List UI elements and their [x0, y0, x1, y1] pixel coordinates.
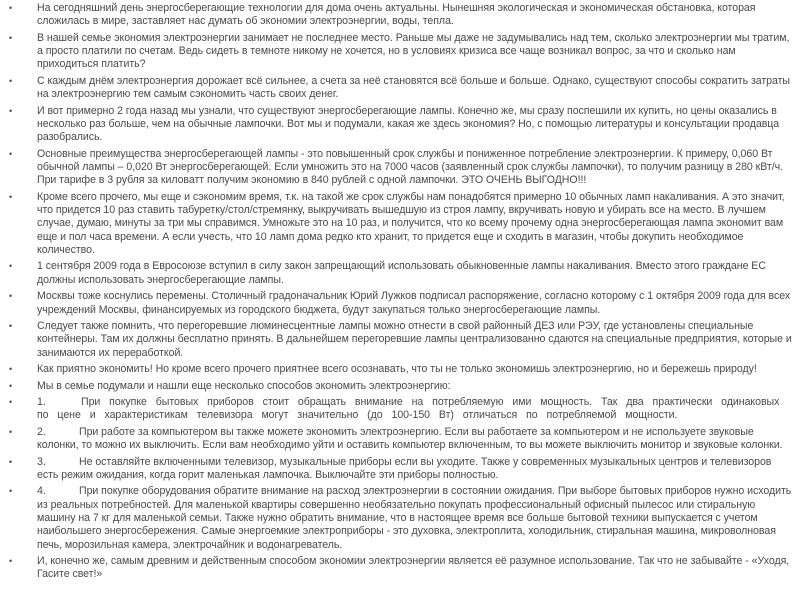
bullet-icon: • [9, 380, 13, 391]
paragraph-text: С каждым днём электроэнергия дорожает всё сильнее, а счета за неё становятся всё больше и больше. Однако, существуют способы сократить затраты на электроэнергию тем самым сэкономить часть своих денег. [37, 74, 790, 101]
paragraph-text: И вот примерно 2 года назад мы узнали, что существуют энергосберегающие лампы. Конечно же, мы сразу поспешили их купить, но цены оказались в несколько раз больше, чем на обычные лампочки. Вот мы и подумали, какая же здесь экономия? Но, с помощью литературы и консультации продавца разобрались. [37, 104, 780, 144]
paragraph-conclusion [0, 555, 800, 582]
tip-number: 1. [37, 396, 46, 409]
bullet-icon: • [9, 261, 13, 272]
bullet-icon: • [9, 291, 13, 302]
bullet-icon: • [9, 3, 13, 13]
paragraph-intro [0, 2, 800, 29]
paragraph-text: Кроме всего прочего, мы еще и сэкономим время, т.к. на такой же срок службы нам понадобятся примерно 10 обычных ламп накаливания. А это значит, что придется 10 раз ставить табуретку/стол/стремянку, выкручивать вышедшую из строя лампу, вкручивать новую и убирать все на место. В лучшем случае, думаю, минуты за три мы справимся. Умножьте это на 10 раз, и получится, что ко всему прочему одна энергосберегающая лампа экономит вам еще и пол часа времени. А если учесть, что 10 ламп дома редко кто хранит, то придется еще и сходить в магазин, чтобы докупить необходимое количество. [37, 190, 785, 256]
bullet-icon: • [9, 426, 13, 437]
paragraph-text: Следует также помнить, что перегоревшие люминесцентные лампы можно отнести в свой районный ДЕЗ или РЭУ, где установлены специальные контейнеры. Там их должны бесплатно принять. В дальнейшем перегоревшие лампы централизованно сдаются на специальные предприятия, которые и занимаются их переработкой. [37, 320, 792, 359]
paragraph-text: При покупке бытовых приборов стоит обращать внимание на потребляемую ими мощность. Так два практически одинаковых по цене и характеристикам телевизора могут значительно (до 100-150 Вт) отличаться по потребляемой мощности. [37, 396, 780, 422]
paragraph-text: Как приятно экономить! Но кроме всего прочего приятнее всего осознавать, что ты не только экономишь электроэнергию, но и бережешь природу! [37, 363, 757, 376]
paragraph-moscow [0, 290, 800, 317]
paragraph-family-economy [0, 32, 800, 72]
bullet-icon: • [9, 32, 13, 43]
paragraph-advantages [0, 148, 800, 188]
paragraph-recycling [0, 320, 800, 360]
paragraph-time-saving [0, 191, 800, 257]
bullet-icon: • [9, 456, 13, 467]
paragraph-text: Мы в семье подумали и нашли еще несколько способов экономить электроэнергию: [37, 379, 451, 392]
paragraph-pleasant [0, 363, 800, 376]
bullet-icon: • [9, 556, 13, 567]
paragraph-tip-1 [0, 396, 800, 423]
paragraph-tip-4 [0, 485, 800, 551]
paragraph-text: 1 сентября 2009 года в Евросоюзе вступил в силу закон запрещающий использовать обыкновенные лампы накаливания. Вместо этого граждане ЕС должны использовать энергосберегающие лампы. [37, 260, 766, 286]
paragraph-text: Основные преимущества энергосберегающей лампы - это повышенный срок службы и пониженное потребление электроэнергии. К примеру, 0,060 Вт обычной лампы – 0,020 Вт энергосберегающей. Если умножить это на 7000 часов (заявленный срок службы лампочки), то получим разницу в 280 кВт/ч. При тарифе в 3 рубля за киловатт получим экономию в 840 рублей с одной лампочки. ЭТО ОЧЕНЬ ВЫГОДНО!!! [37, 147, 783, 187]
paragraph-rising-costs [0, 75, 800, 102]
document-body [0, 2, 800, 585]
tip-number: 3. [37, 455, 46, 468]
paragraph-more-ways [0, 380, 800, 393]
paragraph-text: При работе за компьютером вы также можете экономить электроэнергию. Если вы работаете за компьютером и не используете звуковые колонки, то можно их выключить. Если вам необходимо уйти и оставить компьютер включенным, то вы можете выключить монитор и звуковые колонки. [37, 425, 783, 452]
paragraph-text: На сегодняшний день энергосберегающие технологии для дома очень актуальны. Нынешняя экологическая и экономическая обстановка, которая сложилась в мире, заставляет нас думать об экономии электроэнергии, воды, тепла. [37, 2, 756, 28]
paragraph-text: И, конечно же, самым древним и действенным способом экономии электроэнергии является её разумное использование. Так что не забывайте - «Уходя, Гасите свет!» [37, 555, 790, 581]
bullet-icon: • [9, 148, 13, 159]
paragraph-discovery [0, 105, 800, 145]
paragraph-text: Москвы тоже коснулись перемены. Столичный градоначальник Юрий Лужков подписал распоряжение, согласно которому с 1 октября 2009 года для всех учреждений Москвы, финансируемых из городского бюджета, будут закупаться только энергосберегающие лампы. [37, 290, 791, 316]
bullet-icon: • [9, 105, 13, 116]
paragraph-text: При покупке оборудования обратите внимание на расход электроэнергии в состоянии ожидания. При выборе бытовых приборов нужно исходить из реальных потребностей. Для маленькой квартиры совершенно необязательно покупать профессиональный офисный пылесос или стиральную машину на 7 кг для маленькой семьи. Также нужно обратить внимание, что в настоящее время все больше бытовой техники выпускается с учетом наибольшего энергосбережения. Самые энергоемкие электроприборы - это духовка, электроплита, холодильник, стиральная машина, микроволновая печь, морозильная камера, электрочайник и водонагреватель. [37, 485, 792, 551]
paragraph-eu-law [0, 260, 800, 287]
paragraph-text: Не оставляйте включенными телевизор, музыкальные приборы если вы уходите. Также у современных музыкальных центров и телевизоров есть режим ожидания, когда горит маленькая лампочка. Выключайте эти приборы полностью. [37, 455, 772, 481]
bullet-icon: • [9, 321, 13, 332]
bullet-icon: • [9, 397, 13, 408]
paragraph-tip-3 [0, 456, 800, 483]
bullet-icon: • [9, 75, 13, 86]
bullet-icon: • [9, 486, 13, 497]
tip-number: 2. [37, 425, 46, 438]
tip-number: 4. [37, 485, 46, 498]
bullet-icon: • [9, 364, 13, 375]
bullet-icon: • [9, 191, 13, 202]
paragraph-text: В нашей семье экономия электроэнергии занимает не последнее место. Раньше мы даже не задумывались над тем, сколько электроэнергии мы тратим, а просто платили по счетам. Ведь сидеть в темноте никому не хочется, но в условиях кризиса все чаще возникал вопрос, за что и сколько нам приходиться платить? [37, 31, 790, 71]
paragraph-tip-2 [0, 426, 800, 453]
